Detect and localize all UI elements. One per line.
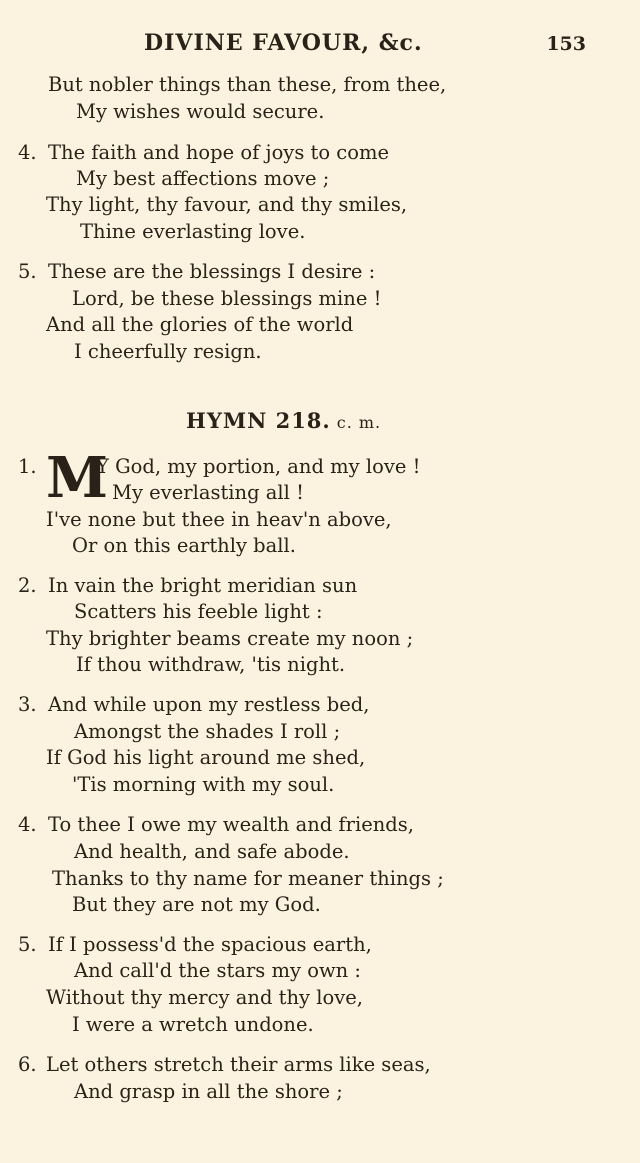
stanza-number: 1. xyxy=(18,455,37,478)
stanza-number: 2. xyxy=(18,574,37,597)
stanza-number: 4. xyxy=(18,813,37,836)
drop-cap: M xyxy=(46,445,108,511)
hymnal-page: DIVINE FAVOUR, &c. 153 But nobler things than these, from thee, My wishes would secure. 4. The faith and hope of joys to come My best affections move ; Thy light, thy favour, and thy smiles, Thine everlasting love. 5. These are the blessings I desire : Lord, be these blessings mine ! And all the glories of the world I cheerfully resign. HYMN 218. c. m. M 1. Y God, my portion, and my love ! My everlasting all ! I've none but thee in heav'n above, Or on this earthly ball. 2. In vain the bright meridian sun Scatters his feeble light : Thy brighter beams create my noon ; If thou withdraw, 'tis night. 3. And while upon my restless bed, Amongst the shades I roll ; If God his light around me shed, 'Tis morning with my soul. 4. To thee I owe my wealth and friends, And health, and safe abode. Thanks to thy name for meaner things ; But they are not my God. 5. If I possess'd the spacious earth, And call'd the stars my own : Without thy mercy and thy love, I were a wretch undone. 6. Let others stretch their arms like seas, And grasp in all the shore ; xyxy=(0,0,640,1163)
running-head: DIVINE FAVOUR, &c. xyxy=(144,30,423,56)
page-header xyxy=(0,30,640,62)
page-number: 153 xyxy=(546,33,586,55)
hymn-meter: c. m. xyxy=(336,413,382,432)
stanza-number: 5. xyxy=(18,260,37,283)
stanza-number: 5. xyxy=(18,933,37,956)
stanza-number: 6. xyxy=(18,1053,37,1076)
stanza-number: 4. xyxy=(18,141,37,164)
hymn-title: HYMN 218. c. m. xyxy=(186,408,382,433)
stanza-number: 3. xyxy=(18,693,37,716)
